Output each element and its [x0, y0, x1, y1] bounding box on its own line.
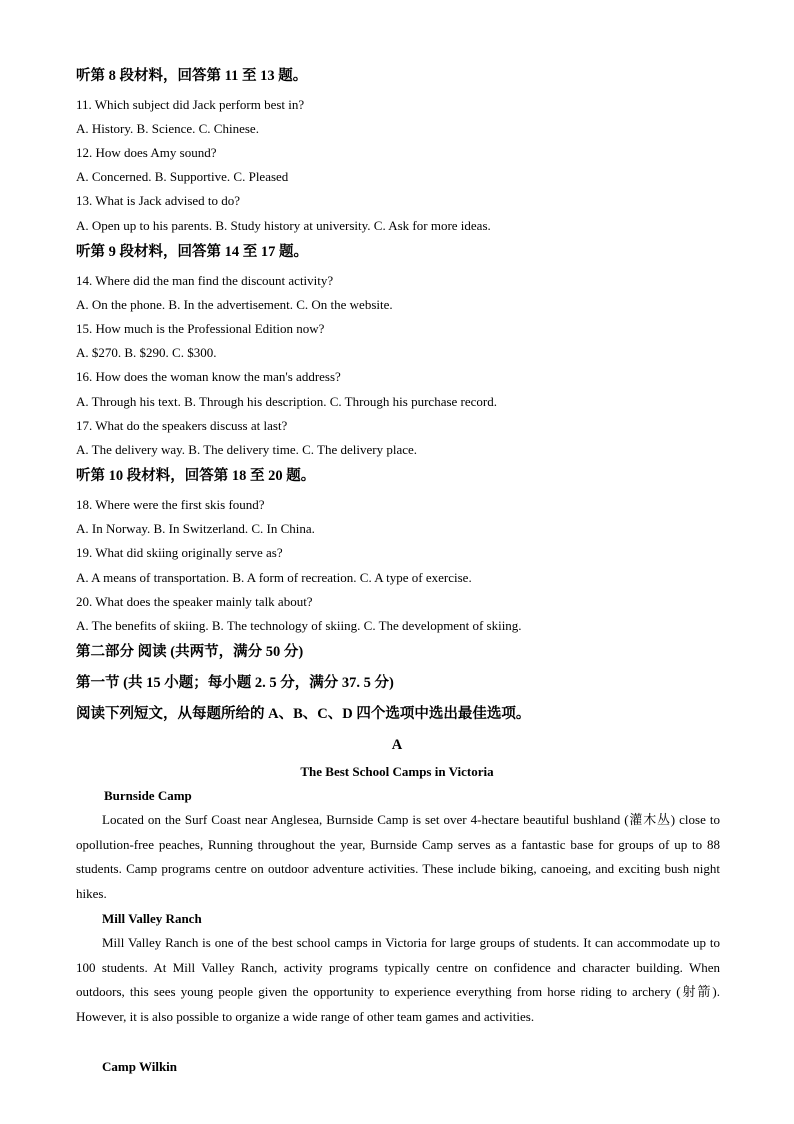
question-12: 12. How does Amy sound?	[76, 145, 217, 160]
section-9-header: 听第 9 段材料，回答第 14 至 17 题。	[76, 244, 308, 260]
question-14: 14. Where did the man find the discount activity?	[76, 273, 334, 288]
question-11-options: A. History. B. Science. C. Chinese.	[76, 121, 259, 136]
question-14-options: A. On the phone. B. In the advertisement. C. On the website.	[76, 297, 393, 312]
reading-instruction: 阅读下列短文，从每题所给的 A、B、C、D 四个选项中选出最佳选项。	[76, 706, 531, 722]
question-19-options: A. A means of transportation. B. A form of recreation. C. A type of exercise.	[76, 570, 472, 585]
question-17: 17. What do the speakers discuss at last?	[76, 418, 288, 433]
camp-3-name: Camp Wilkin	[102, 1059, 178, 1074]
camp-1-paragraph: Located on the Surf Coast near Anglesea, Burnside Camp is set over 4-hectare beautiful bushland (灌木丛) close to opollution-free peaches, Running throughout the year, Burnside Camp serves as a fantastic base for groups of up to 88 students. Camp programs centre on outdoor adventure activities. These include biking, canoeing, and exciting bush night hikes.	[76, 812, 720, 901]
passage-title: The Best School Camps in Victoria	[300, 764, 494, 779]
question-11: 11. Which subject did Jack perform best in?	[76, 97, 305, 112]
question-13: 13. What is Jack advised to do?	[76, 193, 241, 208]
section-10-header: 听第 10 段材料，回答第 18 至 20 题。	[76, 468, 316, 484]
camp-2-name: Mill Valley Ranch	[102, 911, 202, 926]
question-17-options: A. The delivery way. B. The delivery time. C. The delivery place.	[76, 442, 418, 457]
camp-2-paragraph: Mill Valley Ranch is one of the best school camps in Victoria for large groups of students. It can accommodate up to 100 students. At Mill Valley Ranch, activity programs typically centre on confidence and character building. When outdoors, this sees young people given the opportunity to experience everything from horse riding to archery (射箭). However, it is also possible to organize a wide range of other team games and activities.	[76, 935, 720, 1024]
question-20-options: A. The benefits of skiing. B. The technology of skiing. C. The development of skiing.	[76, 618, 522, 633]
part-2-header: 第二部分 阅读 (共两节，满分 50 分)	[76, 644, 304, 660]
question-16: 16. How does the woman know the man's address?	[76, 369, 341, 384]
question-15: 15. How much is the Professional Edition now?	[76, 321, 325, 336]
passage-letter: A	[391, 737, 403, 753]
question-16-options: A. Through his text. B. Through his description. C. Through his purchase record.	[76, 394, 498, 409]
section-1-header: 第一节 (共 15 小题；每小题 2. 5 分，满分 37. 5 分)	[76, 675, 394, 691]
question-18-options: A. In Norway. B. In Switzerland. C. In China.	[76, 521, 315, 536]
question-12-options: A. Concerned. B. Supportive. C. Pleased	[76, 169, 289, 184]
question-13-options: A. Open up to his parents. B. Study history at university. C. Ask for more ideas.	[76, 218, 491, 233]
camp-1-name: Burnside Camp	[104, 788, 192, 803]
question-20: 20. What does the speaker mainly talk about?	[76, 594, 313, 609]
question-15-options: A. $270. B. $290. C. $300.	[76, 345, 217, 360]
section-8-header: 听第 8 段材料，回答第 11 至 13 题。	[76, 68, 308, 84]
question-18: 18. Where were the first skis found?	[76, 497, 265, 512]
question-19: 19. What did skiing originally serve as?	[76, 545, 283, 560]
